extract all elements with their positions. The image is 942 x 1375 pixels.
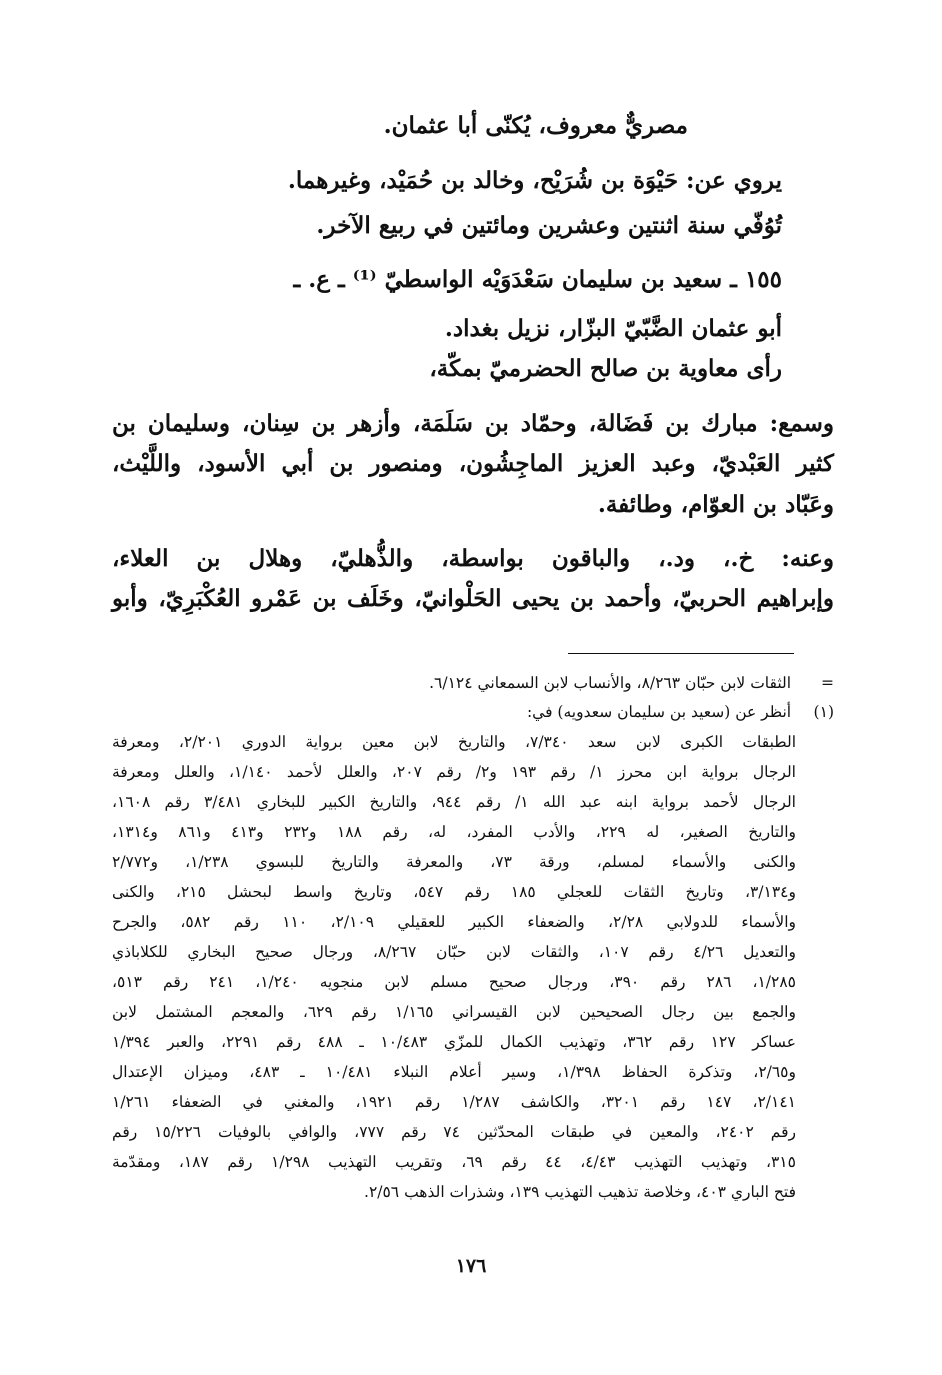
- footnote-line: الرجال لأحمد برواية ابنه عبد الله ١/ رقم ٩٤٤، والتاريخ الكبير للبخاري ٣/٤٨١ رقم ١٦٠٨،: [112, 793, 796, 811]
- footnote-1-head: [0, 703, 834, 721]
- page-number: ١٧٦: [455, 1255, 487, 1277]
- main-line: تُوُفّي سنة اثنتين وعشرين ومائتين في ربيع الآخر.: [316, 212, 782, 239]
- main-line: كثير العَبْديّ، وعبد العزيز الماجِشُون، ومنصور بن أبي الأسود، واللَّيْث،: [112, 450, 834, 477]
- main-line: وسمع: مبارك بن فَضَالة، وحمّاد بن سَلَمَة، وأزهر بن سِنان، وسليمان بن: [112, 410, 834, 437]
- footnote-line: ٢/١٤١، ١٤٧ رقم ٣٢٠١، والكاشف ١/٢٨٧ رقم ١٩٢١، والمغني في الضعفاء ١/٢٦١: [112, 1093, 796, 1111]
- footnote-line: ٣١٥، وتهذيب التهذيب ٤/٤٣، ٤٤ رقم ٦٩، وتقريب التهذيب ١/٢٩٨ رقم ١٨٧، ومقدّمة: [112, 1153, 796, 1171]
- footnote-line: والتاريخ الصغير، له ٢٢٩، والأدب المفرد، له، رقم ١٨٨ و٢٣٢ و٤١٣ و٨٦١ و١٣١٤،: [112, 823, 796, 841]
- footnote-marker: =: [821, 674, 834, 692]
- main-line: وعنه: خ.، ود.، والباقون بواسطة، والذُّهليّ، وهلال بن العلاء،: [112, 545, 834, 572]
- footnote-text: أنظر عن (سعيد بن سليمان سعدويه) في:: [526, 703, 792, 721]
- footnote-line: والتعديل ٤/٢٦ رقم ١٠٧، والثقات لابن حبّان ٨/٢٦٧، ورجال صحيح البخاري للكلاباذي: [112, 943, 796, 961]
- footnote-marker: (١): [813, 703, 834, 721]
- footnote-text: الثقات لابن حبّان ٨/٢٦٣، والأنساب لابن السمعاني ٦/١٢٤.: [429, 674, 792, 692]
- footnote-line: والجمع بين رجال الصحيحين لابن القيسراني ١/١٦٥ رقم ٦٢٩، والمعجم المشتمل لابن: [112, 1003, 796, 1021]
- footnote-line: رقم ٢٤٠٢، والمعين في طبقات المحدّثين ٧٤ رقم ٧٧٧، والوافي بالوفيات ١٥/٢٢٦ رقم: [112, 1123, 796, 1141]
- footnote-separator: [568, 653, 794, 654]
- footnote-line: و٢/٦٥، وتذكرة الحفاظ ١/٣٩٨، وسير أعلام النبلاء ١٠/٤٨١ ـ ٤٨٣، وميزان الإعتدال: [112, 1063, 797, 1081]
- entry-heading: ١٥٥ ـ سعيد بن سليمان سَعْدَوَيْه الواسطيّ ⁽¹⁾ ـ ع. ـ: [293, 266, 782, 293]
- main-line: يروي عن: حَيْوَة بن شُرَيْح، وخالد بن حُمَيْد، وغيرهما.: [287, 167, 782, 194]
- main-line: مصريٌّ معروف، يُكنّى أبا عثمان.: [383, 112, 688, 139]
- main-line: رأى معاوية بن صالح الحضرميّ بمكّة،: [429, 355, 782, 382]
- footnote-line: الطبقات الكبرى لابن سعد ٧/٣٤٠، والتاريخ لابن معين برواية الدوري ٢/٢٠١، ومعرفة: [112, 733, 797, 751]
- footnote-line: والكنى والأسماء لمسلم، ورقة ٧٣، والمعرفة والتاريخ للبسوي ١/٢٣٨، و٢/٧٧٢: [112, 853, 797, 871]
- main-line: أبو عثمان الضَّبّيّ البزّار، نزيل بغداد.: [444, 315, 782, 342]
- footnote-line: و٣/١٣٤، وتاريخ الثقات للعجلي ١٨٥ رقم ٥٤٧، وتاريخ واسط لبحشل ٢١٥، والكنى: [112, 883, 796, 901]
- footnote-line: عساكر ١٢٧ رقم ٣٦٢، وتهذيب الكمال للمزّي ١٠/٤٨٣ ـ ٤٨٨ رقم ٢٢٩١، والعبر ١/٣٩٤: [112, 1033, 796, 1051]
- footnote-continuation: [0, 674, 834, 692]
- main-line: وإبراهيم الحربيّ، وأحمد بن يحيى الحَلْوانيّ، وخَلَف بن عَمْرو العُكْبَرِيّ، وأبو: [112, 585, 834, 612]
- footnote-line: ١/٢٨٥، ٢٨٦ رقم ٣٩٠، ورجال صحيح مسلم لابن منجويه ١/٢٤٠، ٢٤١ رقم ٥١٣،: [112, 973, 796, 991]
- footnote-line: فتح الباري ٤٠٣، وخلاصة تذهيب التهذيب ١٣٩، وشذرات الذهب ٢/٥٦.: [364, 1183, 796, 1201]
- footnote-line: والأسماء للدولابي ٢/٢٨، والضعفاء الكبير للعقيلي ٢/١٠٩، ١١٠ رقم ٥٨٢، والجرح: [112, 913, 796, 931]
- main-line: وعَبّاد بن العوّام، وطائفة.: [597, 491, 834, 518]
- footnote-line: الرجال برواية ابن محرز ١/ رقم ١٩٣ و٢/ رقم ٢٠٧، والعلل لأحمد ١/١٤٠، والعلل ومعرفة: [112, 763, 796, 781]
